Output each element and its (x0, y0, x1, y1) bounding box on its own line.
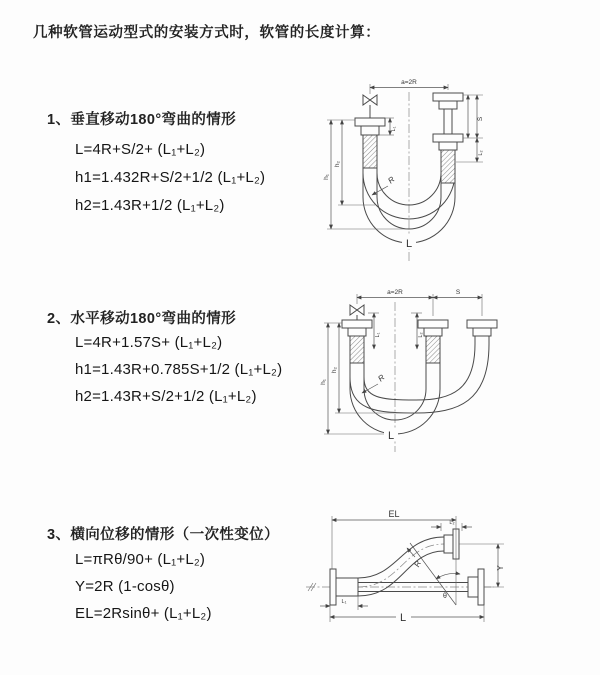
dim-label-y: Y (496, 565, 505, 571)
dim-label-l1: L₁ (375, 332, 381, 338)
dim-l2 (411, 313, 424, 349)
left-pipe-fitting (342, 320, 372, 363)
valve-icon (350, 305, 364, 320)
radius-callout (372, 175, 397, 195)
right-pipe-fitting (467, 320, 497, 344)
dim-label-l2: L₂ (478, 150, 484, 156)
radius-label: R (376, 372, 387, 384)
section-2-formula-L: L=4R+1.57S+ (L₁+L₂) (75, 334, 223, 351)
section-3-formula-L: L=πRθ/90+ (L₁+L₂) (75, 551, 206, 568)
dim-label-s: S (477, 116, 484, 122)
section-1-heading: 1、垂直移动180°弯曲的情形 (47, 112, 237, 128)
dim-l2 (431, 520, 472, 531)
diagram-horizontal-180-bend (308, 282, 600, 462)
dim-l (330, 605, 484, 624)
radius-callout (362, 373, 387, 393)
middle-pipe-fitting (418, 320, 448, 363)
dim-label-l2: L₂ (418, 332, 424, 338)
section-2-heading: 2、水平移动180°弯曲的情形 (47, 311, 237, 327)
section-1-formula-h1: h1=1.432R+S/2+1/2 (L₁+L₂) (75, 169, 266, 186)
radius-label: R (386, 174, 397, 186)
radius-label: R (412, 559, 424, 569)
braided-hose-section (350, 336, 364, 363)
dim-s-l2 (456, 95, 484, 162)
diagram-lateral-displacement (298, 505, 600, 650)
valve-icon (363, 95, 377, 118)
left-pipe-fitting (355, 118, 385, 168)
right-pipe-fitting (433, 93, 463, 183)
dim-a2r-s (357, 289, 482, 316)
braided-hose-section (441, 150, 455, 183)
section-3-heading: 3、横向位移的情形（一次性变位） (47, 527, 279, 543)
section-2-formula-h1: h1=1.43R+0.785S+1/2 (L₁+L₂) (75, 361, 283, 378)
dim-label-l2: L₂ (449, 520, 455, 526)
section-2-formula-h2: h2=1.43R+S/2+1/2 (L₁+L₂) (75, 388, 257, 405)
dim-label-a2r: a=2R (401, 79, 417, 86)
dim-label-h1: h₁ (323, 174, 330, 180)
right-lower-flange (478, 569, 484, 605)
dim-a2r (370, 79, 448, 94)
dim-label-s: S (455, 289, 461, 296)
diagram-vertical-180-bend (315, 72, 600, 267)
dim-label-l1: L₁ (391, 126, 397, 132)
hose-s-curve (358, 529, 459, 596)
hose-u-bend (350, 344, 489, 434)
section-3-formula-Y: Y=2R (1-cosθ) (75, 578, 175, 595)
section-1-formula-L: L=4R+S/2+ (L₁+L₂) (75, 141, 206, 158)
dim-label-h2: h₂ (331, 366, 338, 374)
braided-hose-section (363, 135, 377, 168)
braided-hose-section (426, 336, 440, 363)
length-label: L (387, 430, 395, 442)
angle-label: θ (443, 593, 447, 600)
dim-label-el: EL (388, 509, 400, 519)
page-title: 几种软管运动型式的安装方式时，软管的长度计算： (33, 25, 381, 41)
dim-label-l: L (399, 612, 407, 624)
section-3-formula-EL: EL=2Rsinθ+ (L₁+L₂) (75, 605, 212, 622)
length-label: L (405, 238, 413, 250)
dim-h1-h2 (320, 323, 416, 434)
dim-label-h2: h₂ (334, 160, 341, 168)
dim-label-a2r: a=2R (387, 289, 403, 296)
dim-l1 (320, 596, 368, 610)
dim-l1 (368, 313, 381, 349)
dim-label-l1: L₁ (341, 599, 347, 605)
dim-label-h1: h₁ (320, 379, 327, 385)
section-1-formula-h2: h2=1.43R+1/2 (L₁+L₂) (75, 197, 225, 214)
